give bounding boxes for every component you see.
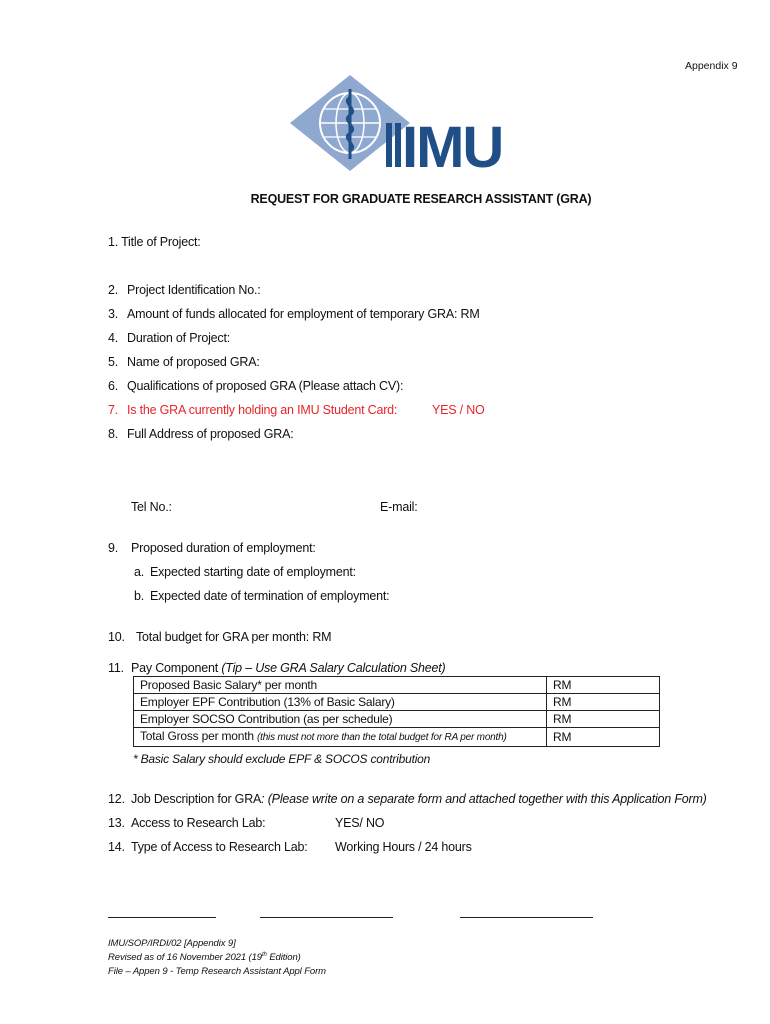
item-title-of-project: 1. Title of Project:	[108, 235, 201, 249]
pay-row-value[interactable]: RM	[547, 694, 660, 711]
item-funds: 3. Amount of funds allocated for employment of temporary GRA: RM	[108, 307, 480, 321]
item-start-date: a. Expected starting date of employment:	[134, 565, 356, 579]
pay-row-label: Employer EPF Contribution (13% of Basic Salary)	[134, 694, 547, 711]
appendix-label: Appendix 9	[685, 60, 738, 72]
email-label: E-mail:	[380, 500, 418, 514]
signature-line[interactable]	[460, 917, 593, 918]
logo-wordmark: IMU	[402, 115, 503, 171]
pay-row-value[interactable]: RM	[547, 711, 660, 728]
pay-row-note: (this must not more than the total budget for RA per month)	[256, 732, 507, 743]
pay-row-value[interactable]: RM	[547, 677, 660, 694]
pay-row-label: Proposed Basic Salary* per month	[134, 677, 547, 694]
pay-row-label: Total Gross per month (this must not more than the total budget for RA per month)	[134, 728, 547, 747]
signature-line[interactable]	[108, 917, 216, 918]
item-student-card: 7. Is the GRA currently holding an IMU Student Card:	[108, 403, 398, 417]
item-access-type: 14. Type of Access to Research Lab:	[108, 840, 308, 854]
pay-component-table	[133, 676, 660, 747]
table-row	[134, 711, 660, 728]
item-job-description: 12. Job Description for GRA: (Please write on a separate form and attached together with this Application Form)	[108, 792, 707, 806]
item-name-gra: 5. Name of proposed GRA:	[108, 355, 260, 369]
pay-row-value[interactable]: RM	[547, 728, 660, 747]
table-row	[134, 728, 660, 747]
item-end-date: b. Expected date of termination of employment:	[134, 589, 390, 603]
table-row	[134, 677, 660, 694]
footer-revision: Revised as of 16 November 2021 (19th Edition)	[108, 952, 301, 964]
tel-label: Tel No.:	[131, 500, 172, 514]
item-qualifications: 6. Qualifications of proposed GRA (Please attach CV):	[108, 379, 404, 393]
access-lab-answer: YES/ NO	[335, 816, 385, 830]
signature-line[interactable]	[260, 917, 393, 918]
pay-footnote: * Basic Salary should exclude EPF & SOCOS contribution	[133, 752, 431, 766]
item-total-budget: 10. Total budget for GRA per month: RM	[108, 630, 332, 644]
table-row	[134, 694, 660, 711]
item-address: 8. Full Address of proposed GRA:	[108, 427, 294, 441]
student-card-answer: YES / NO	[432, 403, 485, 417]
item-duration-project: 4. Duration of Project:	[108, 331, 230, 345]
imu-logo	[290, 73, 550, 171]
item-proposed-duration: 9. Proposed duration of employment:	[108, 541, 316, 555]
item-pay-component: 11. Pay Component (Tip – Use GRA Salary Calculation Sheet)	[108, 661, 446, 675]
item-access-lab: 13. Access to Research Lab:	[108, 816, 266, 830]
form-title: REQUEST FOR GRADUATE RESEARCH ASSISTANT (GRA)	[250, 192, 592, 206]
item-project-id: 2. Project Identification No.:	[108, 283, 261, 297]
footer-file: File – Appen 9 - Temp Research Assistant Appl Form	[108, 966, 326, 977]
footer-doc-id: IMU/SOP/IRDI/02 [Appendix 9]	[108, 938, 236, 949]
pay-row-label: Employer SOCSO Contribution (as per schedule)	[134, 711, 547, 728]
access-type-answer: Working Hours / 24 hours	[335, 840, 472, 854]
